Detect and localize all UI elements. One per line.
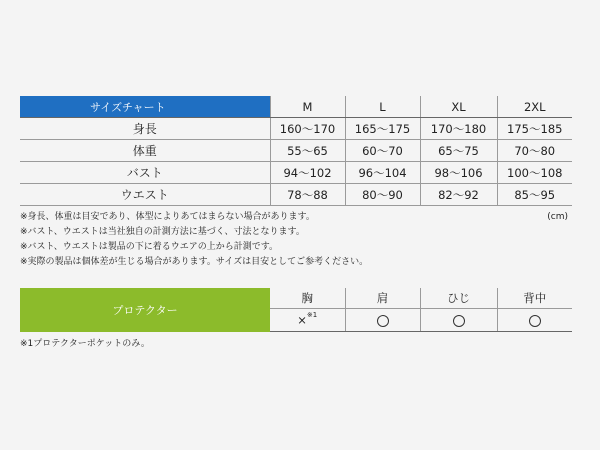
size-cell: 70〜80 — [497, 140, 572, 162]
size-header-xl: XL — [420, 96, 497, 118]
size-header-row — [20, 96, 572, 118]
size-row-height — [20, 118, 572, 140]
size-cell: 175〜185 — [497, 118, 572, 140]
size-header-m: M — [270, 96, 345, 118]
size-cell: 55〜65 — [270, 140, 345, 162]
size-cell: 65〜75 — [420, 140, 497, 162]
size-cell: 78〜88 — [270, 184, 345, 206]
unit-label: (cm) — [547, 212, 568, 222]
size-cell: 100〜108 — [497, 162, 572, 184]
mark-note: ※1 — [306, 311, 318, 319]
note-line: ※バスト、ウエストは当社独自の計測方法に基づく、寸法となります。 — [20, 227, 305, 237]
size-row-bust — [20, 162, 572, 184]
note-line: ※バスト、ウエストは製品の下に着るウエアの上から計測です。 — [20, 242, 279, 252]
size-cell: 80〜90 — [345, 184, 420, 206]
mark-chest — [270, 309, 345, 332]
part-elbow: ひじ — [420, 288, 497, 309]
size-cell: 160〜170 — [270, 118, 345, 140]
size-cell: 60〜70 — [345, 140, 420, 162]
note-line: ※実際の製品は個体差が生じる場合があります。サイズは目安としてご参考ください。 — [20, 257, 369, 267]
size-header-l: L — [345, 96, 420, 118]
circle-icon — [453, 315, 465, 327]
circle-icon — [529, 315, 541, 327]
protector-title: プロテクター — [20, 288, 270, 332]
mark-elbow — [420, 309, 497, 332]
note-line: ※身長、体重は目安であり、体型によりあてはまらない場合があります。 — [20, 212, 315, 222]
part-shoulder: 肩 — [345, 288, 420, 309]
size-row-weight — [20, 140, 572, 162]
size-cell: 98〜106 — [420, 162, 497, 184]
size-cell: 82〜92 — [420, 184, 497, 206]
row-label: 身長 — [20, 118, 270, 140]
size-cell: 96〜104 — [345, 162, 420, 184]
row-label: ウエスト — [20, 184, 270, 206]
row-label: 体重 — [20, 140, 270, 162]
mark-shoulder — [345, 309, 420, 332]
size-cell: 170〜180 — [420, 118, 497, 140]
size-chart-title: サイズチャート — [20, 96, 270, 118]
size-cell: 85〜95 — [497, 184, 572, 206]
protector-footnote: ※1プロテクターポケットのみ。 — [20, 339, 150, 349]
size-chart-table — [20, 96, 572, 206]
size-row-waist — [20, 184, 572, 206]
size-notes — [20, 210, 572, 270]
protector-header-row — [20, 288, 572, 309]
size-cell: 165〜175 — [345, 118, 420, 140]
protector-table — [20, 288, 572, 332]
size-cell: 94〜102 — [270, 162, 345, 184]
part-chest: 胸 — [270, 288, 345, 309]
part-back: 背中 — [497, 288, 572, 309]
size-chart-document — [20, 96, 572, 349]
cross-mark: × — [297, 313, 307, 327]
row-label: バスト — [20, 162, 270, 184]
size-header-2xl: 2XL — [497, 96, 572, 118]
circle-icon — [377, 315, 389, 327]
mark-back — [497, 309, 572, 332]
